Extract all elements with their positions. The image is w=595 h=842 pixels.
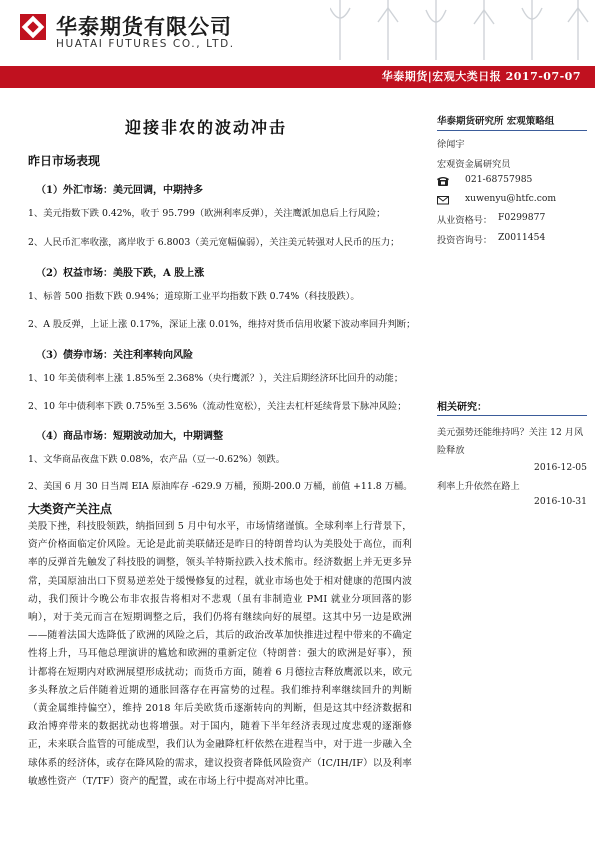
- equity-heading: （2）权益市场：美股下跌，A 股上涨: [36, 268, 205, 279]
- bond-item-1: 1、10 年美债利率上涨 1.85%至 2.368%（央行鹰派？），关注后期经济环比回升的动能；: [28, 373, 404, 384]
- related-item-2-date: 2016-10-31: [534, 496, 587, 507]
- bond-item-2: 2、10 年中债利率下跌 0.75%至 3.56%（流动性宽松），关注去杠杆延续背景下脉冲风险；: [28, 401, 407, 412]
- section-heading-focus: 大类资产关注点: [28, 502, 113, 516]
- company-name-en: HUATAI FUTURES CO., LTD.: [56, 38, 235, 50]
- sidebar-divider: [437, 130, 587, 131]
- advisor-label: 投资咨询号：: [437, 235, 493, 246]
- cert-label: 从业资格号：: [437, 215, 493, 226]
- phone-number: 021-68757985: [465, 174, 533, 185]
- bond-heading: （3）债券市场：关注利率转向风险: [36, 350, 193, 361]
- fx-item-2: 2、人民币汇率收涨，离岸收于 6.8003（美元宽幅偏弱），关注美元转强对人民币的压力；: [28, 237, 400, 248]
- envelope-icon: [437, 195, 449, 205]
- header-decoration: [330, 0, 595, 60]
- author-name: 徐闻宇: [437, 139, 465, 150]
- report-title: 迎接非农的波动冲击: [124, 118, 287, 137]
- company-logo: [20, 14, 46, 40]
- equity-item-1: 1、标普 500 指数下跌 0.94%；道琼斯工业平均指数下跌 0.74%（科技股跌）。: [28, 291, 360, 302]
- advisor-number: Z0011454: [498, 232, 546, 243]
- research-team: 华泰期货研究所 宏观策略组: [437, 116, 555, 127]
- company-name-cn: 华泰期货有限公司: [56, 15, 232, 39]
- email-address[interactable]: xuwenyu@htfc.com: [465, 193, 557, 204]
- related-divider: [437, 415, 587, 416]
- telephone-icon: [437, 176, 449, 186]
- report-type-date: 华泰期货|宏观大类日报 2017-07-07: [381, 70, 581, 83]
- related-item-1-date: 2016-12-05: [534, 462, 587, 473]
- commodity-item-2: 2、美国 6 月 30 日当周 EIA 原油库存 -629.9 万桶，预期-200.0 万桶，前值 +11.8 万桶。: [28, 481, 413, 492]
- cert-number: F0299877: [498, 212, 546, 223]
- fx-item-1: 1、美元指数下跌 0.42%，收于 95.799（欧洲利率反弹），关注鹰派加息后上行风险；: [28, 208, 386, 219]
- author-role: 宏观资金属研究员: [437, 159, 511, 170]
- commodity-item-1: 1、文华商品夜盘下跌 0.08%，农产品（豆一-0.62%）领跌。: [28, 454, 286, 465]
- equity-item-2: 2、A 股反弹，上证上涨 0.17%，深证上涨 0.01%，维持对货币信用收紧下波动率回升判断；: [28, 319, 416, 330]
- related-research-title: 相关研究：: [437, 402, 487, 413]
- related-item-2-title[interactable]: 利率上升依然在路上: [437, 481, 520, 492]
- focus-paragraph: 美股下挫，科技股领跌，纳指回到 5 月中旬水平，市场情绪谨慎。全球利率上行背景下，资产价格面临定价风险。无论是此前美联储还是昨日的特朗普均认为美股处于高位，而利率的反弹首先触发了科技股的调整，领头羊特斯拉跌入技术熊市。经济数据上并无更多异常，美国原油出口下贸易逆差处于缓慢修复的过程，就业市场也处于相对健康的范围内波动，我们预计今晚公布非农报告将相对不悲观（虽有非制造业 PMI 就业分项回落的影响），对于美元而言在短期调整之后，我们仍将有继续向好的展望。这其中另一边是欧洲——随着法国大选降低了欧洲的风险之后，其后的政治改革加快推进过程中带来的不确定性将上升，马耳他总理演讲的尴尬和欧洲的重新定位（特朗普：强大的欧洲是好事），预计都将在短期内对欧洲展望形成扰动；而货币方面，随着 6 月德拉吉释放鹰派以来，欧元多头释放之后伴随着近期的通胀回落存在再富势的过程。我们维持利率继续回升的判断（黄金属维持偏空），维持 2018 年后美欧货币逐渐转向的判断，但是这其中经济数据和政治博弈带来的数据扰动也将增强。对于国内，随着下半年经济表现过度悲观的逐渐修正，未来联合监管的可能成型，我们认为金融降杠杆依然在进程当中，对于进一步融入全球体系的经济体，或存在降风险的需求，建议投资者降低风险资产（IC/IH/IF）以及利率敏感性资产（T/TF）资产的配置，或在市场上行中提高对冲比重。: [28, 521, 412, 787]
- fx-heading: （1）外汇市场：美元回调，中期持多: [36, 185, 203, 196]
- related-item-1-title[interactable]: 美元强势还能维持吗？关注 12 月风险释放: [437, 427, 584, 456]
- commodity-heading: （4）商品市场：短期波动加大，中期调整: [36, 431, 223, 442]
- section-heading-market: 昨日市场表现: [28, 154, 101, 168]
